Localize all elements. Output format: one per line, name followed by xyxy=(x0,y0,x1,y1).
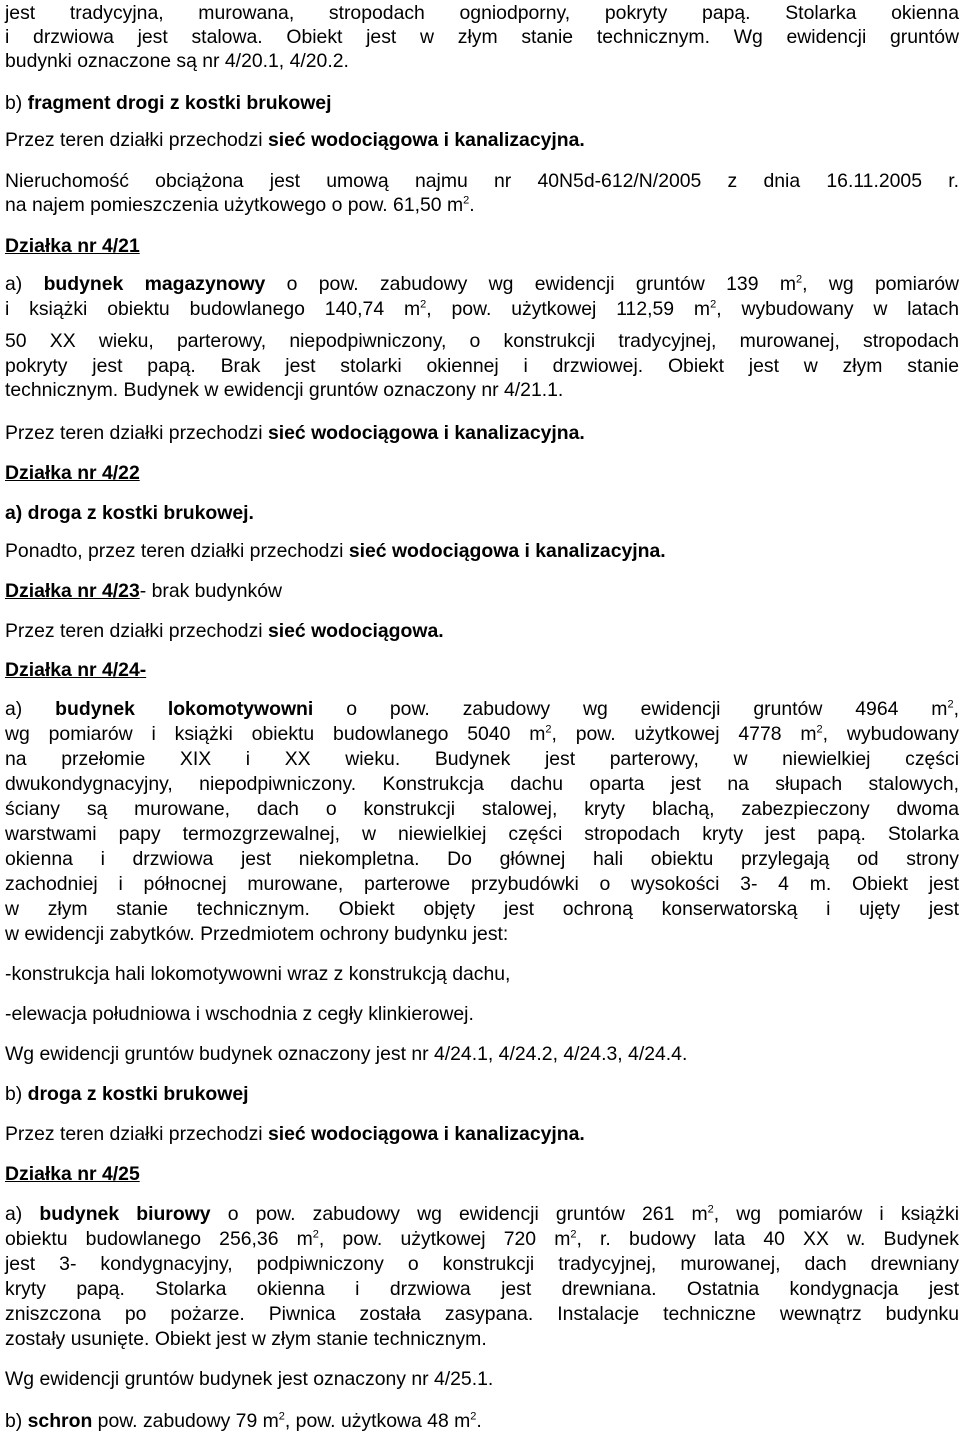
text-line: dwukondygnacyjny, niepodpiwniczony. Konstrukcja dachu oparta jest na słupach stalowych, xyxy=(5,773,959,795)
list-item: -konstrukcja hali lokomotywowni wraz z konstrukcją dachu, xyxy=(5,963,511,985)
section-heading-4-22: Działka nr 4/22 xyxy=(5,462,140,484)
list-item-a-road: a) droga z kostki brukowej. xyxy=(5,502,254,524)
section-heading-4-24: Działka nr 4/24- xyxy=(5,659,147,681)
text-line: i książki obiektu budowlanego 140,74 $m^2$, pow. użytkowej 112,59 $m^2$, wybudowany w latach xyxy=(5,298,959,320)
text-line: zostały usunięte. Obiekt jest w złym stanie technicznym. xyxy=(5,1328,487,1350)
text-line: w złym stanie technicznym. Obiekt objęty jest ochroną konserwatorską i ujęty jest xyxy=(5,898,959,920)
lease-line: na najem pomieszczenia użytkowego o pow. 61,50 $m^2$. xyxy=(5,194,475,216)
text-line: budynki oznaczone są nr 4/20.1, 4/20.2. xyxy=(5,50,349,72)
network-note: Ponadto, przez teren działki przechodzi sieć wodociągowa i kanalizacyjna. xyxy=(5,540,666,562)
text-line: kryty papą. Stolarka okienna i drzwiowa jest drewniana. Ostatnia kondygnacja jest xyxy=(5,1278,959,1300)
registry-line: Wg ewidencji gruntów budynek oznaczony jest nr 4/24.1, 4/24.2, 4/24.3, 4/24.4. xyxy=(5,1043,688,1065)
text-line: technicznym. Budynek w ewidencji gruntów oznaczony nr 4/21.1. xyxy=(5,379,564,401)
text-line: pokryty jest papą. Brak jest stolarki okiennej i drzwiowej. Obiekt jest w złym stanie xyxy=(5,355,959,377)
lease-line: Nieruchomość obciążona jest umową najmu nr 40N5d-612/N/2005 z dnia 16.11.2005 r. xyxy=(5,170,959,192)
text-line: wg pomiarów i książki obiektu budowlanego 5040 $m^2$, pow. użytkowej 4778 $m^2$, wybudowany xyxy=(5,723,959,745)
list-item: -elewacja południowa i wschodnia z cegły klinkierowej. xyxy=(5,1003,474,1025)
list-item-b-road: b) droga z kostki brukowej xyxy=(5,1083,249,1105)
section-heading-4-25: Działka nr 4/25 xyxy=(5,1163,140,1185)
text-line: a) budynek biurowy o pow. zabudowy wg ewidencji gruntów 261 $m^2$, wg pomiarów i książki xyxy=(5,1203,960,1225)
text-line: zachodniej i północnej murowane, parterowe przybudówki o wysokości 3- 4 m. Obiekt jest xyxy=(5,873,959,895)
text-line: zniszczona po pożarze. Piwnica została zasypana. Instalacje techniczne wewnątrz budynku xyxy=(5,1303,959,1325)
network-note: Przez teren działki przechodzi sieć wodociągowa i kanalizacyjna. xyxy=(5,129,585,151)
section-heading-4-23: Działka nr 4/23- brak budynków xyxy=(5,580,283,602)
list-item-b-road: b) fragment drogi z kostki brukowej xyxy=(5,92,332,114)
network-note: Przez teren działki przechodzi sieć wodociągowa. xyxy=(5,620,444,642)
list-item-b-shelter: b) schron pow. zabudowy 79 $m^2$, pow. użytkowa 48 $m^2$. xyxy=(5,1410,482,1432)
text-line: w ewidencji zabytków. Przedmiotem ochrony budynku jest: xyxy=(5,923,509,945)
text-line: a) budynek lokomotywowni o pow. zabudowy wg ewidencji gruntów 4964 $m^2$, xyxy=(5,698,959,720)
network-note: Przez teren działki przechodzi sieć wodociągowa i kanalizacyjna. xyxy=(5,422,585,444)
text-line: jest 3- kondygnacyjny, podpiwniczony o konstrukcji tradycyjnej, murowanej, dach drewniany xyxy=(5,1253,959,1275)
text-line: obiektu budowlanego 256,36 $m^2$, pow. użytkowej 720 $m^2$, r. budowy lata 40 XX w. Budynek xyxy=(5,1228,959,1250)
text-line: ściany są murowane, dach o konstrukcji stalowej, kryty blachą, zabezpieczony dwoma xyxy=(5,798,959,820)
text-line: warstwami papy termozgrzewalnej, w niewielkiej części stropodach kryty jest papą. Stolarka xyxy=(5,823,959,845)
text-line: 50 XX wieku, parterowy, niepodpiwniczony, o konstrukcji tradycyjnej, murowanej, stropodach xyxy=(5,330,959,352)
text-line: okienna i drzwiowa jest niekompletna. Do głównej hali obiektu przylegają od strony xyxy=(5,848,959,870)
text-line: a) budynek magazynowy o pow. zabudowy wg ewidencji gruntów 139 $m^2$, wg pomiarów xyxy=(5,273,959,295)
text-line: i drzwiowa jest stalowa. Obiekt jest w złym stanie technicznym. Wg ewidencji gruntów xyxy=(5,26,959,48)
text-line: jest tradycyjna, murowana, stropodach ogniodporny, pokryty papą. Stolarka okienna xyxy=(5,2,959,24)
text-line: na przełomie XIX i XX wieku. Budynek jest parterowy, w niewielkiej części xyxy=(5,748,959,770)
section-heading-4-21: Działka nr 4/21 xyxy=(5,235,140,257)
network-note: Przez teren działki przechodzi sieć wodociągowa i kanalizacyjna. xyxy=(5,1123,585,1145)
registry-line: Wg ewidencji gruntów budynek jest oznaczony nr 4/25.1. xyxy=(5,1368,494,1390)
